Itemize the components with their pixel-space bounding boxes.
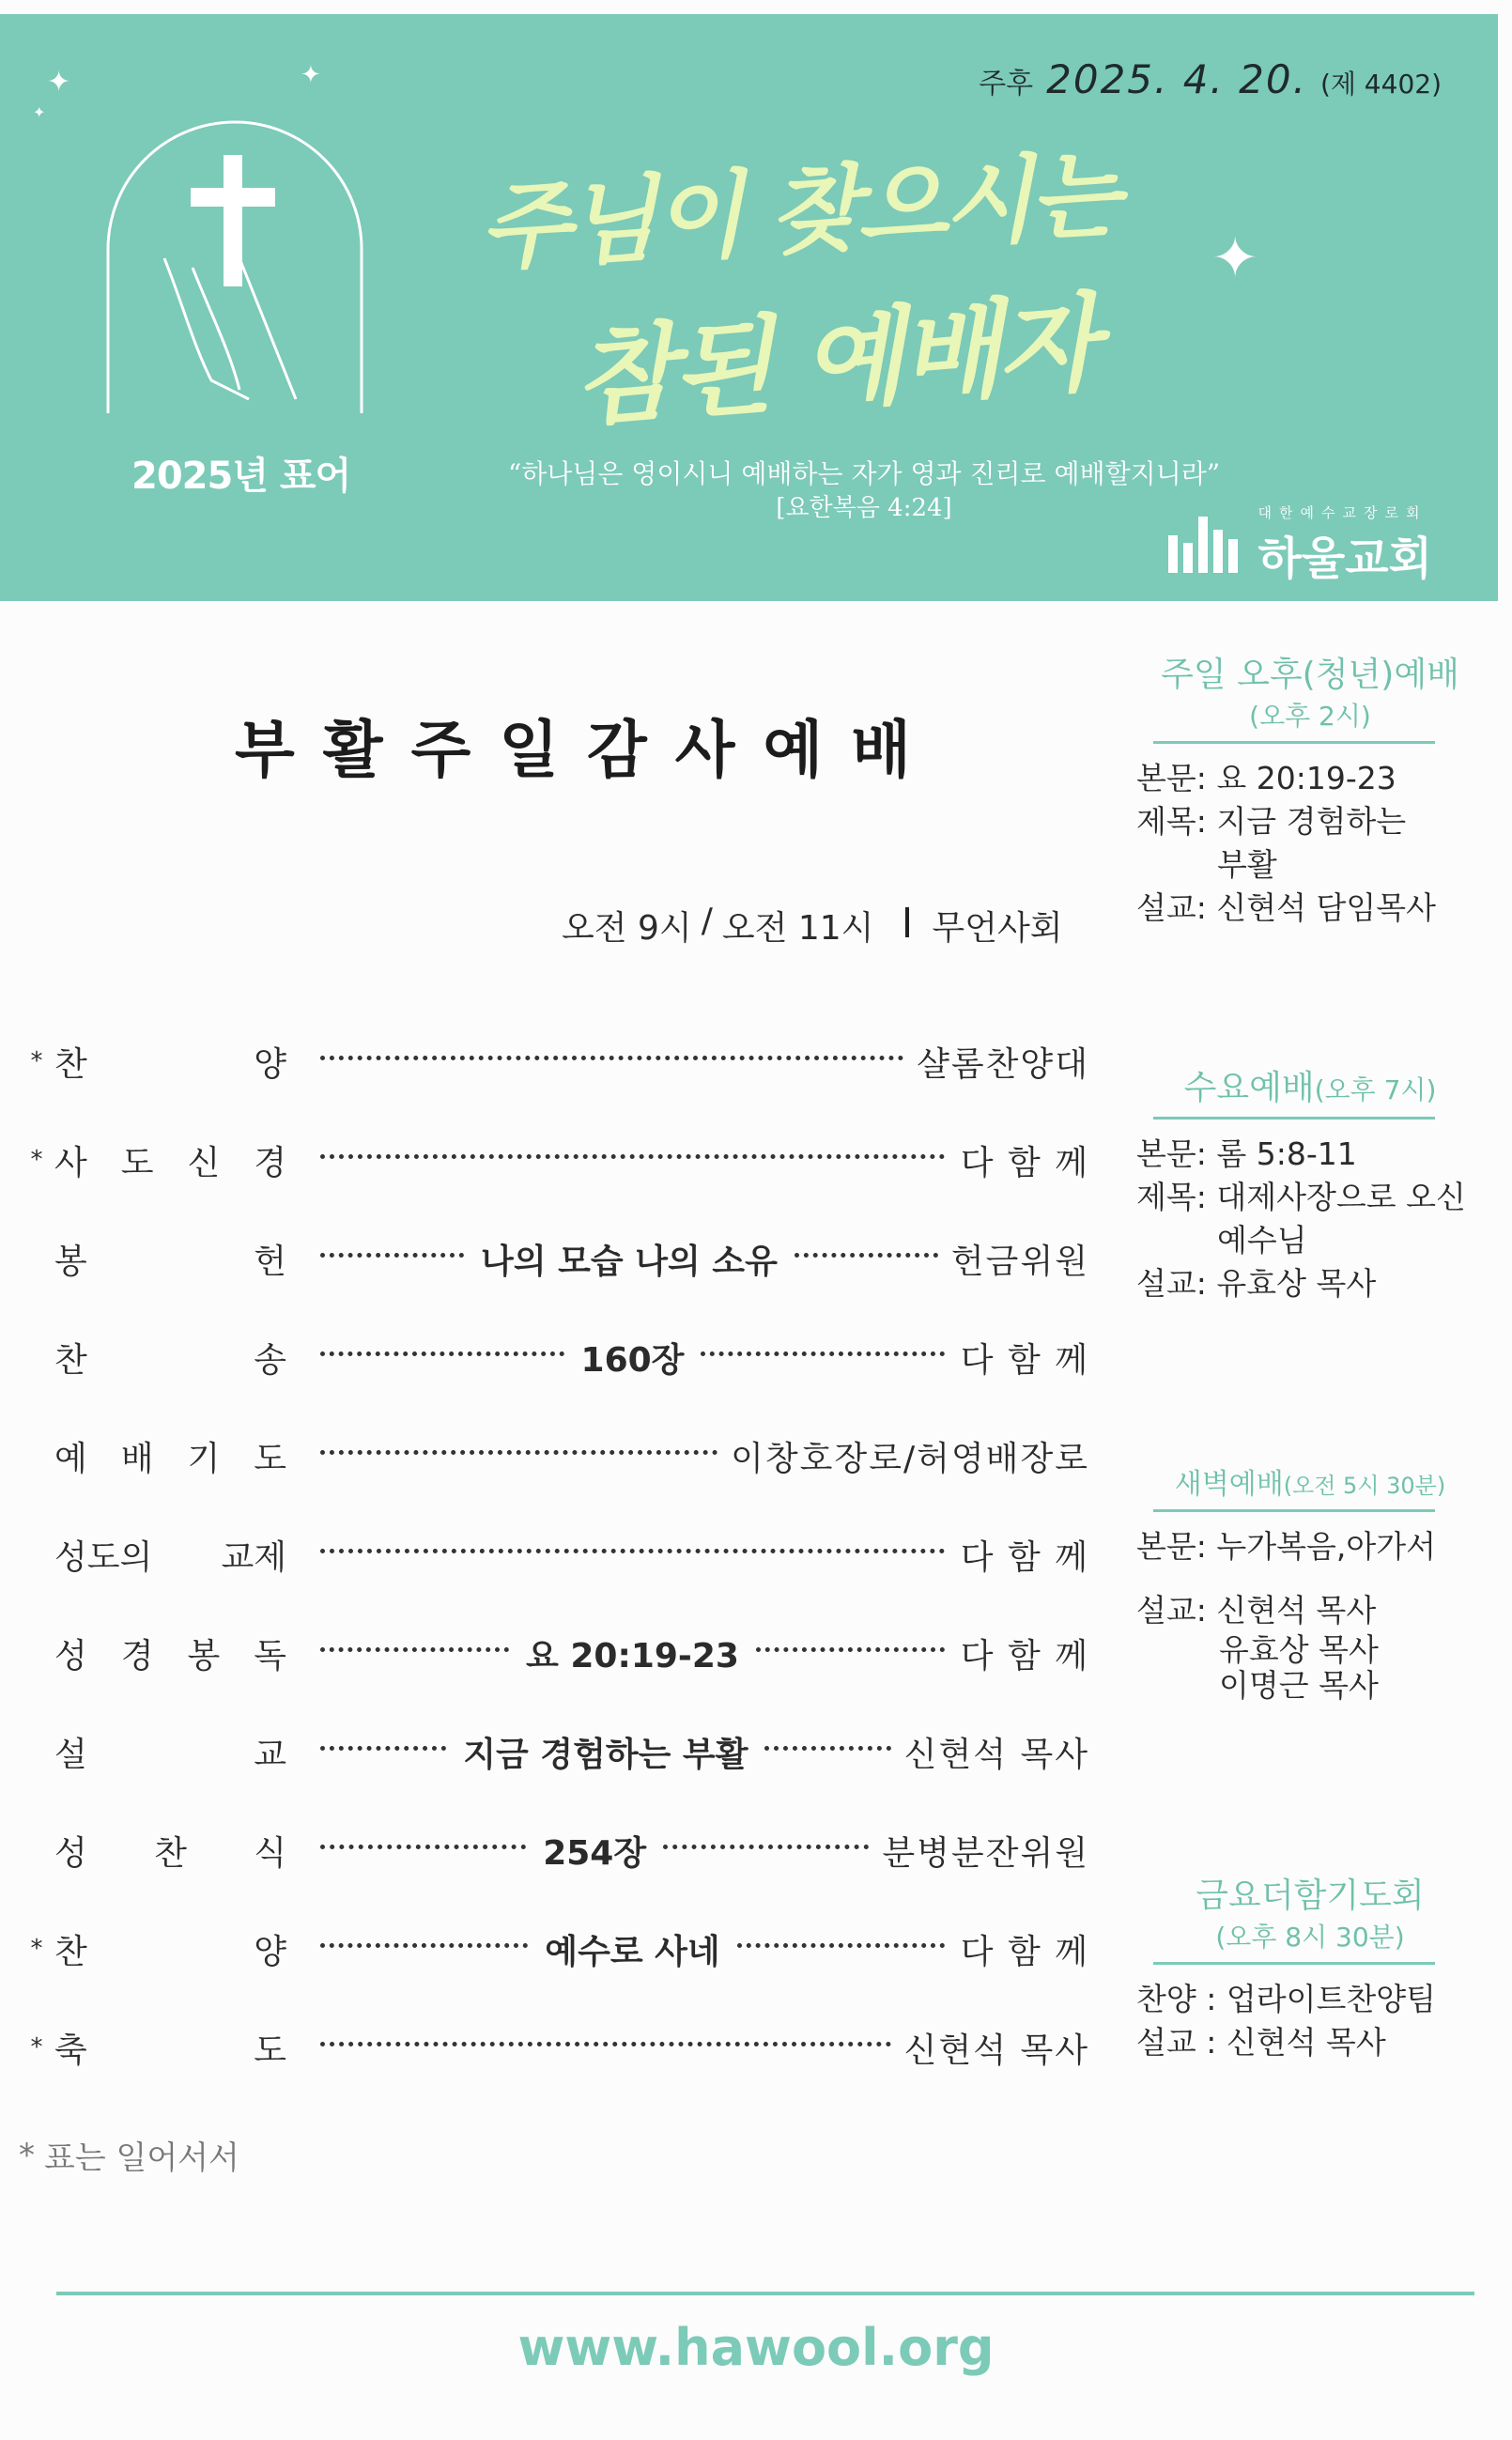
dot-leader: [737, 1943, 945, 1948]
order-item-leader: 신현석 목사: [903, 2031, 1089, 2070]
dot-leader: [795, 1253, 938, 1258]
dot-leader: [320, 1351, 564, 1356]
order-item-leader: 이창호장로/허영배장로: [731, 1439, 1089, 1478]
church-logo: [1166, 502, 1432, 587]
order-row: [19, 1127, 1089, 1193]
order-item-name-part: 예: [54, 1439, 87, 1478]
order-item-name-part: 배: [120, 1439, 154, 1478]
order-item-leader-dots: [294, 1059, 917, 1064]
order-item-leader: 다 함 께: [960, 1143, 1089, 1182]
divider: [1153, 1509, 1435, 1512]
dot-leader: [320, 1253, 464, 1258]
youth-service-box: [1136, 648, 1484, 930]
dawn-service-box: [1136, 1460, 1484, 1704]
order-item-name-part: 설: [54, 1735, 87, 1774]
order-item-name-part: 봉: [54, 1242, 87, 1281]
order-item-name-part: 도: [254, 2031, 286, 2070]
friday-prayer-time: (오후 8시 30분): [1215, 1922, 1405, 1953]
order-item-name-part: 도: [120, 1143, 154, 1182]
note-text: 표는 일어서서: [44, 2139, 239, 2177]
dot-leader: [320, 1845, 526, 1849]
divider: [905, 907, 909, 937]
friday-preacher: 설교 : 신현석 목사: [1136, 2024, 1386, 2061]
theme-title: [460, 127, 1230, 441]
order-item-name-part: 경: [120, 1636, 154, 1676]
date-label: 주후: [979, 68, 1034, 100]
order-row: [19, 1521, 1089, 1587]
order-item-name-part: 독: [254, 1636, 286, 1676]
order-item-name: [54, 1925, 294, 1973]
order-item-leader-dots: [294, 1827, 882, 1875]
order-item-name-part: 찬: [154, 1833, 187, 1873]
order-item-leader: 다 함 께: [960, 1636, 1089, 1676]
order-item-leader-dots: [294, 1552, 958, 1557]
order-item-name-part: 사: [54, 1143, 87, 1182]
order-item-content: 요 20:19-23: [526, 1636, 739, 1676]
order-row: [19, 2015, 1089, 2080]
order-item-name-part: 양: [254, 1932, 286, 1971]
youth-title: 제목: 지금 경험하는: [1136, 803, 1407, 840]
order-item-name-part: 찬: [54, 1932, 87, 1971]
standing-star: *: [30, 2033, 43, 2062]
order-item-leader: 다 함 께: [960, 1932, 1089, 1971]
order-item-leader: 샬롬찬양대: [917, 1044, 1089, 1084]
youth-service-head: 주일 오후(청년)예배: [1161, 656, 1459, 694]
order-row: [19, 1423, 1089, 1489]
dot-leader: [320, 1154, 945, 1159]
order-item-name: [54, 1432, 294, 1480]
order-item-leader: 다 함 께: [960, 1537, 1089, 1577]
youth-title-cont: 부활: [1217, 846, 1277, 883]
theme-title-line1: 주님이 찾으시는: [476, 139, 1120, 284]
order-item-content: 254장: [543, 1833, 647, 1873]
dot-leader: [320, 1943, 528, 1948]
service-time: [562, 902, 1063, 950]
cross-praying-hands-icon: [33, 103, 371, 418]
youth-service-time: (오후 2시): [1249, 701, 1371, 732]
dawn-text: 본문: 누가복음,아가서: [1136, 1528, 1437, 1565]
order-item-leader: 헌금위원: [950, 1242, 1089, 1281]
order-item-leader: 신현석 목사: [903, 1735, 1089, 1774]
order-item-name-part: 성: [54, 1833, 87, 1873]
order-item-content: 160장: [580, 1340, 685, 1380]
order-item-name: [54, 1038, 294, 1086]
dot-leader: [764, 1746, 890, 1751]
dot-leader: [663, 1845, 869, 1849]
year-motto-label: 2025년 표어: [131, 455, 351, 498]
order-item-name-part: 교: [254, 1735, 286, 1774]
friday-prayer-head: 금요더함기도회: [1196, 1876, 1425, 1915]
order-item-name: [54, 1334, 294, 1382]
note-star: *: [19, 2136, 35, 2174]
order-item-name-part: 경: [254, 1143, 286, 1182]
svg-text:✦: ✦: [33, 103, 46, 121]
wednesday-title: 제목: 대제사장으로 오신: [1136, 1179, 1466, 1215]
sparkle-icon: ✦: [1211, 225, 1259, 291]
sparkle-icon: ✦: [47, 66, 71, 99]
order-row: [19, 1226, 1089, 1291]
denomination-label: 대한예수교장로회: [1257, 504, 1427, 521]
order-item-name: [54, 2024, 294, 2072]
friday-praise: 찬양 : 업라이트찬양팀: [1136, 1981, 1437, 2017]
order-item-name-part: 교제: [221, 1537, 286, 1577]
order-item-name: [54, 1235, 294, 1283]
order-item-leader-dots: [294, 1925, 958, 1973]
service-time-second: 오전 11시: [721, 909, 874, 948]
order-item-leader-dots: [294, 1334, 958, 1382]
order-item-content: 지금 경험하는 부활: [463, 1735, 748, 1774]
divider: [1153, 741, 1435, 744]
order-item-leader-dots: [294, 1235, 951, 1283]
order-row: [19, 1916, 1089, 1982]
order-item-name: [54, 1728, 294, 1776]
order-item-name-part: 기: [187, 1439, 221, 1478]
church-logo-icon: [1166, 517, 1245, 573]
header-banner: [0, 14, 1498, 601]
wednesday-service-box: [1136, 1061, 1484, 1305]
order-item-leader: 다 함 께: [960, 1340, 1089, 1380]
dawn-preacher-2: 유효상 목사: [1219, 1631, 1379, 1668]
order-row: [19, 1028, 1089, 1094]
order-item-name-part: 식: [254, 1833, 286, 1873]
order-item-name: [54, 1629, 294, 1677]
order-item-name-part: 찬: [54, 1044, 87, 1084]
divider: [1153, 1117, 1435, 1120]
service-title: 부활주일감사예배: [235, 714, 940, 786]
order-item-name: [54, 1531, 294, 1579]
order-item-leader-dots: [294, 1454, 731, 1459]
dot-leader: [320, 1746, 446, 1751]
order-row: [19, 1719, 1089, 1784]
dot-leader: [320, 1450, 717, 1455]
standing-star: *: [30, 1047, 43, 1075]
order-item-name-part: 성도의: [54, 1537, 153, 1577]
order-item-name-part: 성: [54, 1636, 87, 1676]
friday-prayer-box: [1136, 1869, 1484, 2064]
order-row: [19, 1817, 1089, 1883]
divider: [1153, 1962, 1435, 1965]
church-name: 하울교회: [1257, 533, 1432, 585]
order-item-name-part: 찬: [54, 1340, 87, 1380]
order-item-name-part: 송: [254, 1340, 286, 1380]
order-item-leader-dots: [294, 2046, 904, 2050]
website-link[interactable]: www.hawool.org: [517, 2318, 995, 2377]
dot-leader: [701, 1351, 945, 1356]
dawn-preacher: 설교: 신현석 목사: [1136, 1592, 1377, 1629]
order-item-leader-dots: [294, 1728, 904, 1776]
service-time-first: 오전 9시: [562, 909, 692, 948]
order-item-name-part: 신: [187, 1143, 221, 1182]
standing-star: *: [30, 1935, 43, 1963]
theme-verse: “하나님은 영이시니 예배하는 자가 영과 진리로 예배할지니라”: [507, 458, 1221, 489]
sparkle-icon: ✦: [301, 61, 321, 89]
order-item-name-part: 도: [254, 1439, 286, 1478]
service-date: 2025. 4. 20.: [1046, 56, 1307, 102]
wednesday-title-cont: 예수님: [1217, 1222, 1307, 1259]
dot-leader: [320, 1549, 945, 1553]
order-row: [19, 1324, 1089, 1390]
footer-divider: [56, 2292, 1474, 2295]
theme-title-line2: 참된 예배자: [569, 281, 1100, 441]
standing-star: *: [30, 1146, 43, 1174]
theme-verse-ref: [요한복음 4:24]: [776, 494, 952, 522]
order-item-name: [54, 1827, 294, 1875]
order-item-content: 예수로 사네: [545, 1932, 720, 1971]
order-item-leader: 분병분잔위원: [882, 1833, 1089, 1873]
service-time-slash: /: [701, 902, 713, 940]
dot-leader: [756, 1647, 945, 1652]
wednesday-preacher: 설교: 유효상 목사: [1136, 1265, 1377, 1302]
youth-text: 본문: 요 20:19-23: [1136, 760, 1396, 796]
youth-preacher: 설교: 신현석 담임목사: [1136, 889, 1437, 926]
order-item-name-part: 봉: [187, 1636, 221, 1676]
dawn-service-head: 새벽예배(오전 5시 30분): [1174, 1468, 1446, 1501]
issue-number: (제 4402): [1319, 69, 1442, 100]
order-item-content: 나의 모습 나의 소유: [481, 1242, 778, 1281]
order-item-name-part: 축: [54, 2031, 87, 2070]
order-item-name-part: 헌: [254, 1242, 286, 1281]
dot-leader: [320, 2042, 891, 2046]
order-item-name: [54, 1136, 294, 1184]
order-item-leader-dots: [294, 1158, 958, 1163]
standing-note: [19, 2132, 239, 2178]
wednesday-text: 본문: 롬 5:8-11: [1136, 1135, 1357, 1172]
dot-leader: [320, 1056, 903, 1060]
order-row: [19, 1620, 1089, 1686]
order-item-leader-dots: [294, 1629, 958, 1677]
dot-leader: [320, 1647, 509, 1652]
order-item-name-part: 양: [254, 1044, 286, 1084]
wednesday-service-head: 수요예배(오후 7시): [1183, 1069, 1437, 1107]
choir-label: 무언사회: [932, 909, 1063, 948]
dawn-preacher-3: 이명근 목사: [1219, 1667, 1379, 1704]
date-line: [979, 56, 1442, 102]
